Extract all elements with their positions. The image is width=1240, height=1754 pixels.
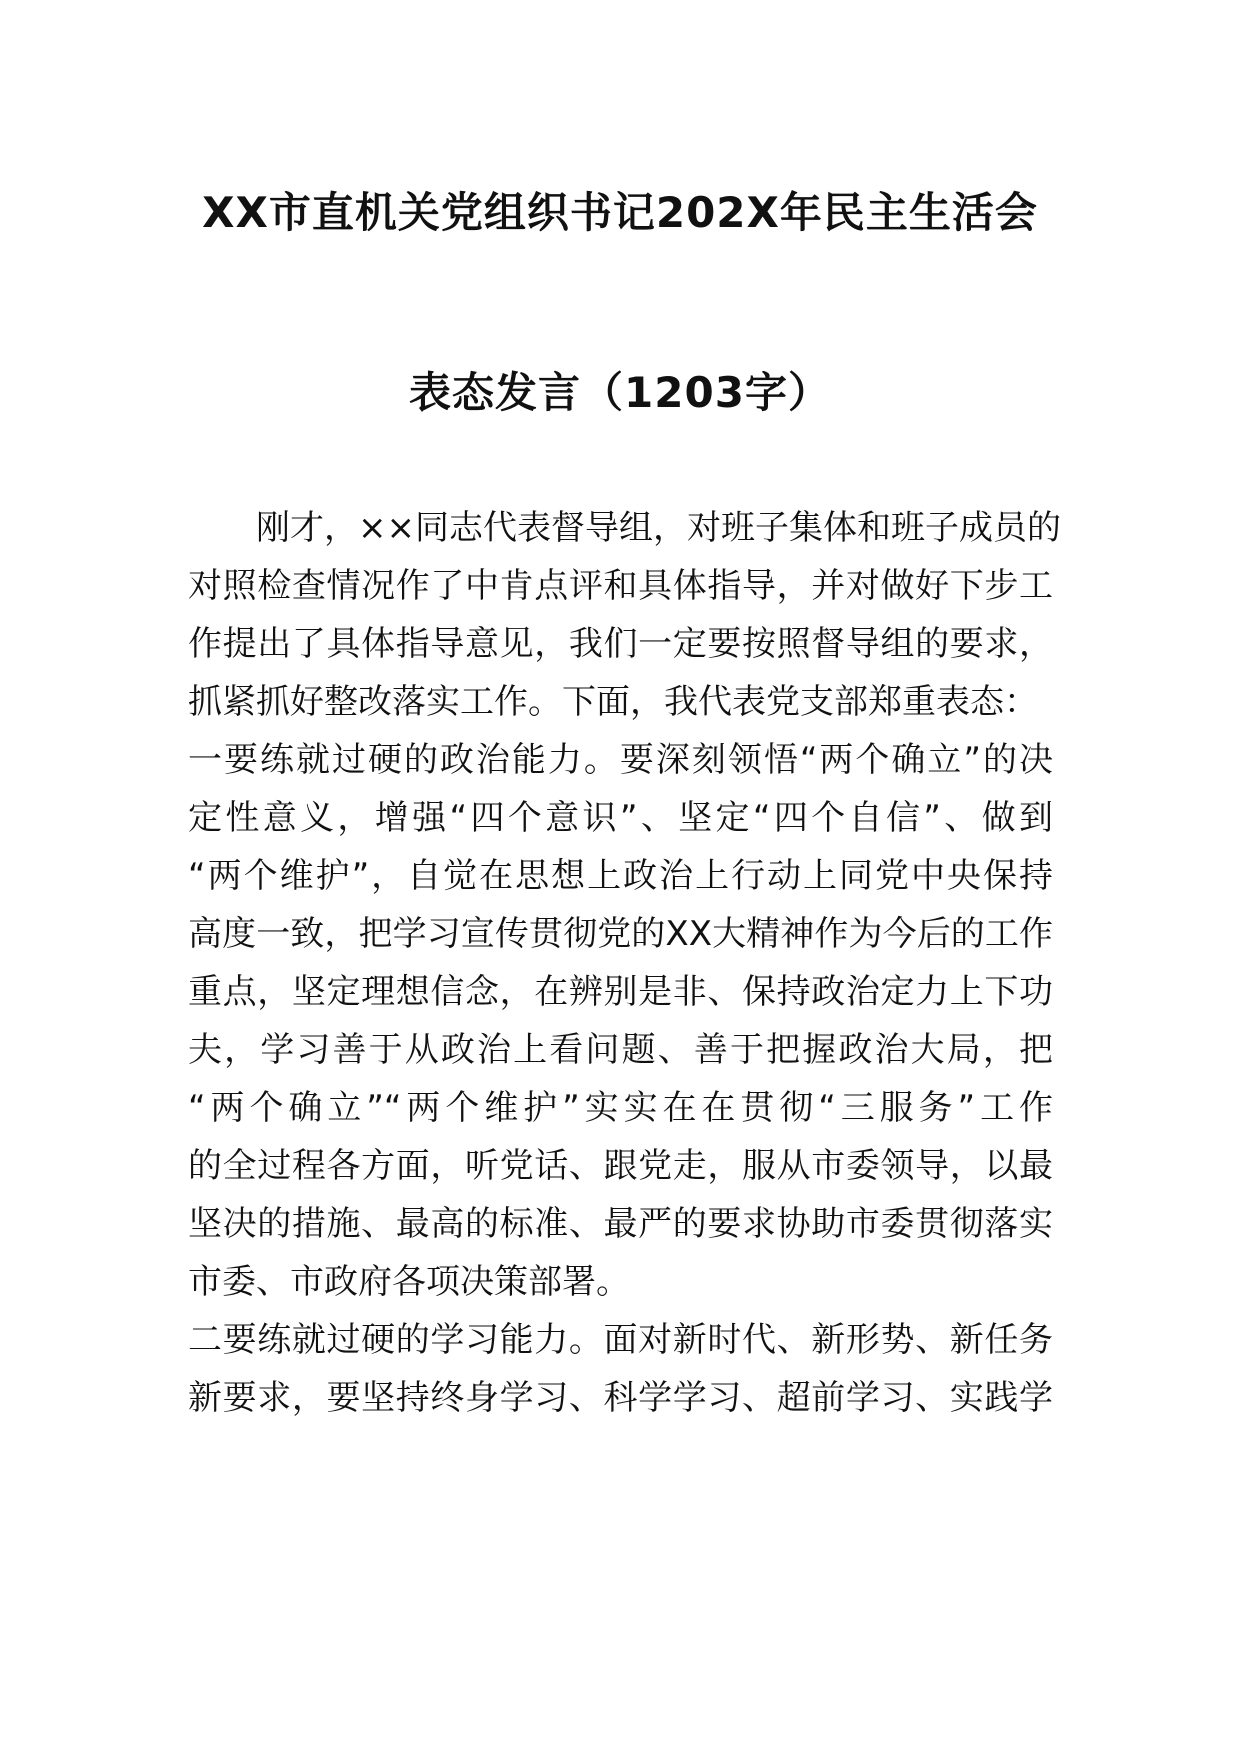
paragraph-line: 对照检查情况作了中肯点评和具体指导，并对做好下步工 [188,566,1053,606]
paragraph-line: 一要练就过硬的政治能力。要深刻领悟“两个确立”的决 [188,740,1053,780]
document-title-line-1: XX市直机关党组织书记202X年民主生活会 [202,188,1038,237]
paragraph-line: 夫，学习善于从政治上看问题、善于把握政治大局，把 [188,1030,1053,1070]
paragraph-line: 作提出了具体指导意见，我们一定要按照督导组的要求， [188,624,1053,664]
paragraph-line: 高度一致，把学习宣传贯彻党的XX大精神作为今后的工作 [188,914,1053,954]
paragraph-line: 抓紧抓好整改落实工作。下面，我代表党支部郑重表态： [188,682,1038,722]
paragraph-line: 坚决的措施、最高的标准、最严的要求协助市委贯彻落实 [188,1204,1053,1244]
paragraph-line: 的全过程各方面，听党话、跟党走，服从市委领导，以最 [188,1146,1053,1186]
paragraph-line: 刚才，××同志代表督导组，对班子集体和班子成员的 [256,508,1061,548]
paragraph-line: 新要求，要坚持终身学习、科学学习、超前学习、实践学 [188,1378,1053,1418]
paragraph-line: “两个确立”“两个维护”实实在在贯彻“三服务”工作 [188,1088,1053,1128]
document-title-line-2: 表态发言（1203字） [409,368,831,417]
paragraph-line: “两个维护”，自觉在思想上政治上行动上同党中央保持 [188,856,1053,896]
paragraph-line: 重点，坚定理想信念，在辨别是非、保持政治定力上下功 [188,972,1053,1012]
paragraph-line: 市委、市政府各项决策部署。 [188,1262,630,1302]
paragraph-line: 二要练就过硬的学习能力。面对新时代、新形势、新任务 [188,1320,1053,1360]
paragraph-line: 定性意义，增强“四个意识”、坚定“四个自信”、做到 [188,798,1053,838]
